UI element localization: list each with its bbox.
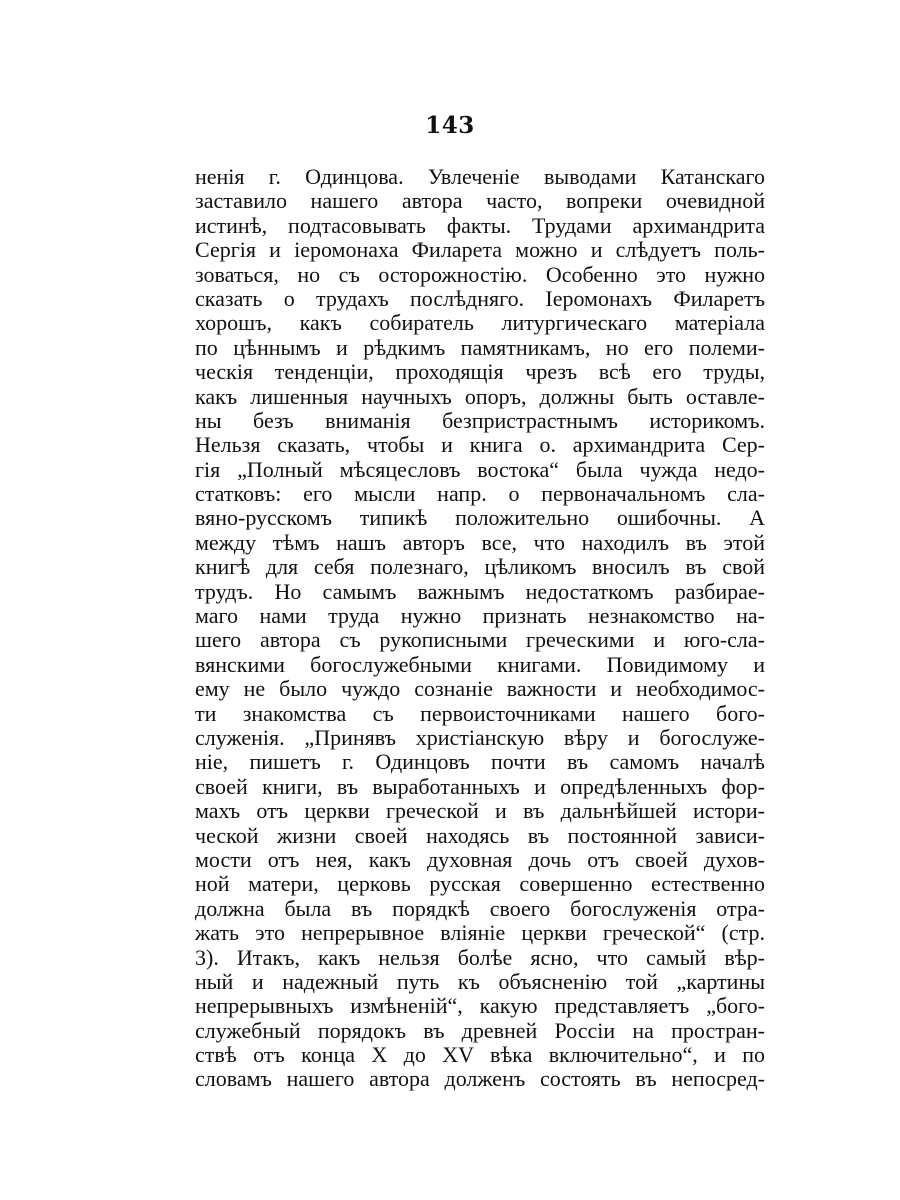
- text-line: ствѣ отъ конца X до XV вѣка включительно“, и по: [195, 1042, 765, 1068]
- text-line: Нельзя сказать, чтобы и книга о. архимандрита Сер-: [195, 432, 765, 458]
- body-text: [195, 165, 765, 1092]
- text-line: заставило нашего автора часто, вопреки очевидной: [195, 188, 765, 214]
- text-line: зоваться, но съ осторожностію. Особенно это нужно: [195, 261, 765, 287]
- text-line: ны безъ вниманія безпристрастнымъ историкомъ.: [195, 407, 765, 433]
- text-line: истинѣ, подтасовывать факты. Трудами архимандрита: [195, 212, 765, 238]
- text-line: ной матери, церковь русская совершенно естественно: [195, 871, 765, 897]
- text-line: ему не было чуждо сознаніе важности и необходимос-: [195, 676, 765, 702]
- text-line: сказать о трудахъ послѣдняго. Іеромонахъ Филаретъ: [195, 285, 765, 311]
- text-line: какъ лишенныя научныхъ опоръ, должны быть оставле-: [195, 383, 765, 409]
- text-line: ненія г. Одинцова. Увлеченіе выводами Катанскаго: [195, 164, 765, 189]
- text-line: ніе, пишетъ г. Одинцовъ почти въ самомъ началѣ: [195, 749, 765, 775]
- text-line: книгѣ для себя полезнаго, цѣликомъ вносилъ въ свой: [195, 554, 765, 580]
- page-number: 143: [425, 112, 475, 139]
- text-line: служебный порядокъ въ древней Россіи на простран-: [195, 1017, 765, 1043]
- text-line: Сергія и іеромонаха Филарета можно и слѣдуетъ поль-: [195, 237, 765, 263]
- text-line: вяно-русскомъ типикѣ положительно ошибочны. А: [195, 505, 765, 531]
- text-line: вянскими богослужебными книгами. Повидимому и: [195, 651, 765, 677]
- text-line: трудъ. Но самымъ важнымъ недостаткомъ разбирае-: [195, 578, 765, 604]
- text-line: хорошъ, какъ собиратель литургическаго матеріала: [195, 310, 765, 336]
- text-line: служенія. „Принявъ христіанскую вѣру и богослуже-: [195, 724, 765, 750]
- text-line: своей книги, въ выработанныхъ и опредѣленныхъ фор-: [195, 773, 765, 799]
- text-line: махъ отъ церкви греческой и въ дальнѣйшей истори-: [195, 798, 765, 824]
- text-line: жать это непрерывное вліяніе церкви греческой“ (стр.: [195, 920, 765, 946]
- text-line: ческой жизни своей находясь въ постоянной зависи-: [195, 822, 765, 848]
- text-line: 3). Итакъ, какъ нельзя болѣе ясно, что самый вѣр-: [195, 944, 765, 970]
- text-line: мости отъ нея, какъ духовная дочь отъ своей духов-: [195, 846, 765, 872]
- text-line: гія „Полный мѣсяцесловъ востока“ была чужда недо-: [195, 456, 765, 482]
- text-line: шего автора съ рукописными греческими и юго-сла-: [195, 627, 765, 653]
- text-line: ти знакомства съ первоисточниками нашего бого-: [195, 700, 765, 726]
- text-line: непрерывныхъ измѣненій“, какую представляетъ „бого-: [195, 993, 765, 1019]
- text-line: маго нами труда нужно признать незнакомство на-: [195, 603, 765, 629]
- text-line: статковъ: его мысли напр. о первоначальномъ сла-: [195, 481, 765, 507]
- text-line: между тѣмъ нашъ авторъ все, что находилъ въ этой: [195, 529, 765, 555]
- text-line: по цѣннымъ и рѣдкимъ памятникамъ, но его полеми-: [195, 334, 765, 360]
- text-line: должна была въ порядкѣ своего богослуженія отра-: [195, 895, 765, 921]
- text-line: ный и надежный путь къ объясненію той „картины: [195, 968, 765, 994]
- text-line: ческія тенденціи, проходящія чрезъ всѣ его труды,: [195, 359, 765, 385]
- text-line: словамъ нашего автора долженъ состоять въ непосред-: [195, 1066, 765, 1092]
